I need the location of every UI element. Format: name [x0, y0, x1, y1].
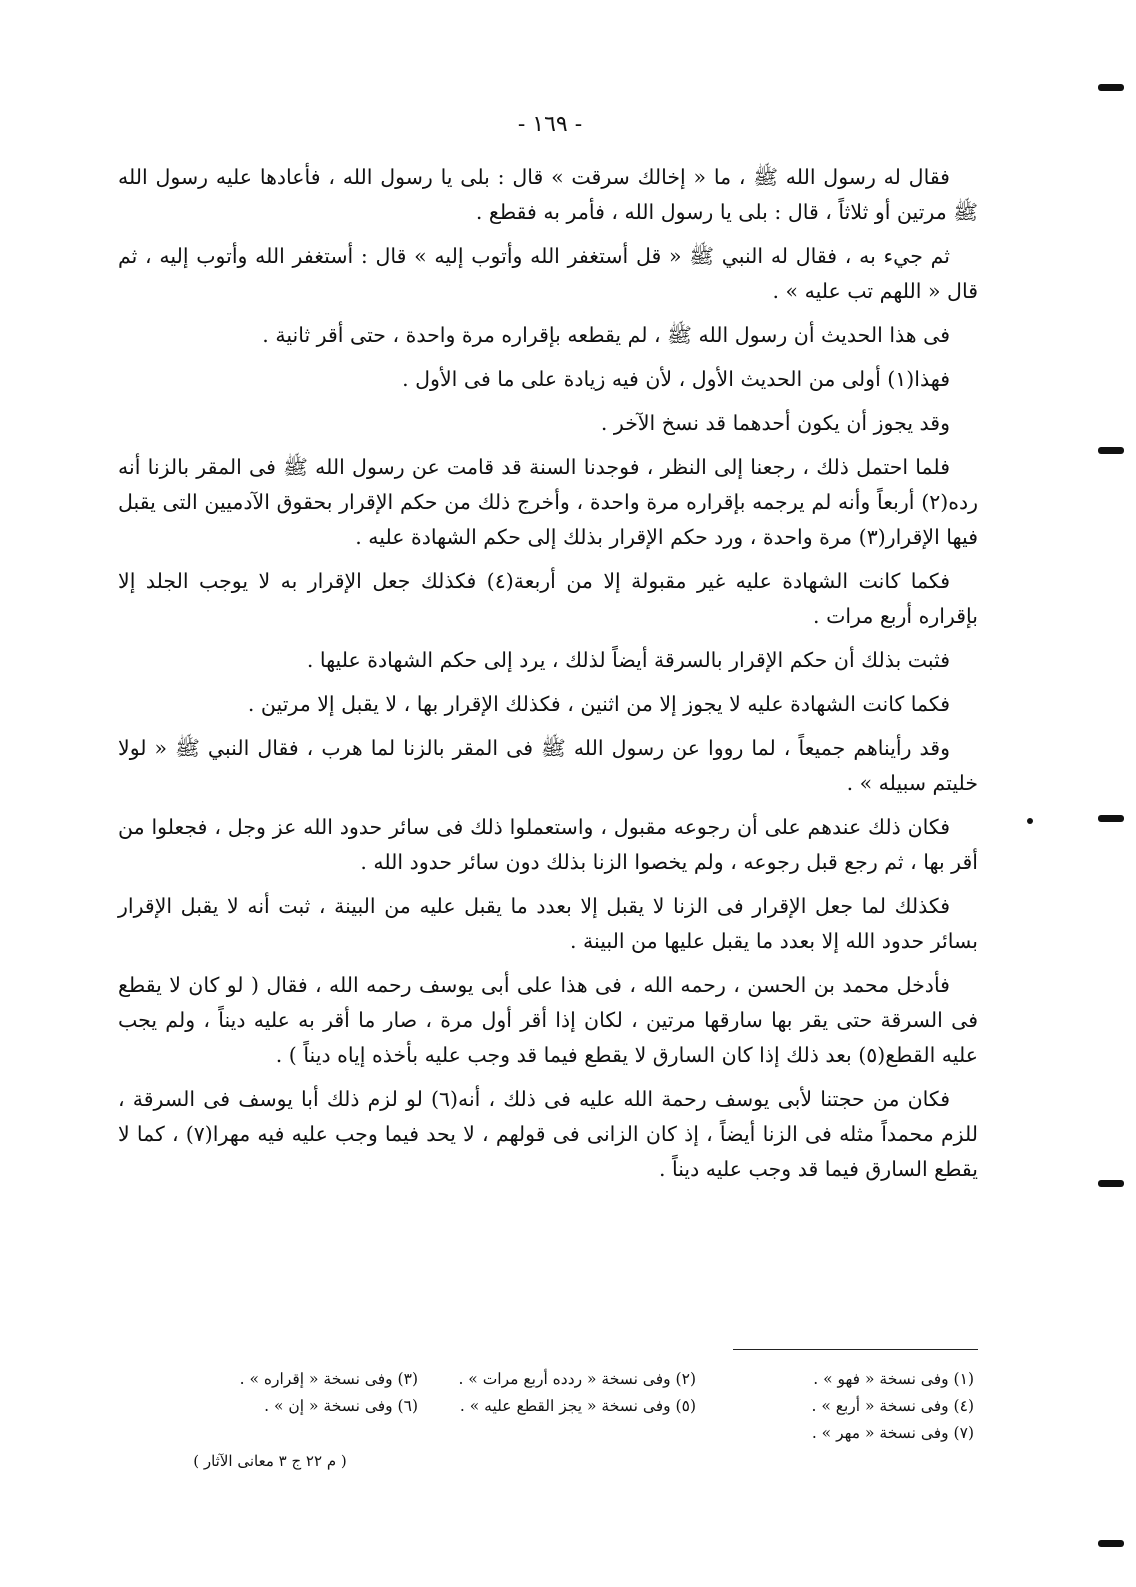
footnote-2: (٢) وفى نسخة « ردده أربع مرات » .	[458, 1370, 696, 1388]
footnote-row	[140, 1393, 974, 1420]
paragraph: فأدخل محمد بن الحسن ، رحمه الله ، فى هذا على أبى يوسف رحمه الله ، فقال ( لو كان لا يقطع فى السرقة حتى يقر بها سارقها مرتين ، لكان إذا أقر أول مرة ، صار ما أقر به عليه ديناً ، ولم يجب عليه القطع(٥) بعد ذلك إذا كان السارق لا يقطع فيما قد وجب عليه بأخذه إياه ديناً ) .	[118, 973, 978, 1067]
paragraph: فهذا(١) أولى من الحديث الأول ، لأن فيه زيادة على ما فى الأول .	[402, 367, 950, 391]
paragraph: فكما كانت الشهادة عليه لا يجوز إلا من اثنين ، فكذلك الإقرار بها ، لا يقبل إلا مرتين .	[247, 692, 950, 716]
footnote-row	[140, 1366, 974, 1393]
paragraph: فكان من حجتنا لأبى يوسف رحمة الله عليه فى ذلك ، أنه(٦) لو لزم ذلك أبا يوسف فى السرقة ، للزم محمداً مثله فى الزنا أيضاً ، إذ كان الزانى فى قولهم ، لا يحد فيما وجب عليه فيه مهرا(٧) ، كما لا يقطع السارق فيما قد وجب عليه ديناً .	[118, 1087, 978, 1181]
footnotes	[140, 1366, 974, 1447]
paragraph: فكذلك لما جعل الإقرار فى الزنا لا يقبل إلا بعدد ما يقبل عليه من البينة ، ثبت أنه لا يقبل الإقرار بسائر حدود الله إلا بعدد ما يقبل عليها من البينة .	[118, 894, 978, 953]
paragraph: فى هذا الحديث أن رسول الله ﷺ ، لم يقطعه بإقراره مرة واحدة ، حتى أقر ثانية .	[262, 323, 950, 347]
scan-margin-mark	[1098, 1540, 1124, 1547]
footnote-7: (٧) وفى نسخة « مهر » .	[811, 1424, 974, 1442]
scan-speck	[1027, 818, 1033, 824]
footnote-1: (١) وفى نسخة « فهو » .	[813, 1370, 974, 1388]
paragraph: فكما كانت الشهادة عليه غير مقبولة إلا من أربعة(٤) فكذلك جعل الإقرار به لا يوجب الجلد إلا بإقراره أربع مرات .	[118, 569, 978, 628]
paragraph: فكان ذلك عندهم على أن رجوعه مقبول ، واستعملوا ذلك فى سائر حدود الله عز وجل ، فجعلوا من أقر بها ، ثم رجع قبل رجوعه ، ولم يخصوا الزنا بذلك دون سائر حدود الله .	[118, 815, 978, 874]
footnote-5: (٥) وفى نسخة « يجز القطع عليه » .	[459, 1397, 696, 1415]
scan-margin-mark	[1098, 447, 1124, 454]
body-text	[118, 160, 978, 1196]
paragraph: فثبت بذلك أن حكم الإقرار بالسرقة أيضاً لذلك ، يرد إلى حكم الشهادة عليها .	[306, 648, 950, 672]
paragraph: فلما احتمل ذلك ، رجعنا إلى النظر ، فوجدنا السنة قد قامت عن رسول الله ﷺ فى المقر بالزنا أنه رده(٢) أربعاً وأنه لم يرجمه بإقراره مرة واحدة ، وأخرج ذلك من حكم الإقرار بحقوق الآدميين التى يقبل فيها الإقرار(٣) مرة واحدة ، ورد حكم الإقرار بذلك إلى حكم الشهادة عليه .	[118, 455, 978, 549]
paragraph: فقال له رسول الله ﷺ ، ما « إخالك سرقت » قال : بلى يا رسول الله ، فأعادها عليه رسول الله ﷺ مرتين أو ثلاثاً ، قال : بلى يا رسول الله ، فأمر به فقطع .	[118, 165, 978, 224]
scan-margin-mark	[1098, 815, 1124, 822]
footnote-3: (٣) وفى نسخة « إقراره » .	[239, 1370, 418, 1388]
footnote-row	[140, 1420, 974, 1447]
footnote-6: (٦) وفى نسخة « إن » .	[264, 1397, 418, 1415]
book-signature-mark: ( م ٢٢ ج ٣ معانى الآثار )	[193, 1452, 347, 1470]
paragraph: وقد يجوز أن يكون أحدهما قد نسخ الآخر .	[600, 411, 950, 435]
scan-margin-mark	[1098, 84, 1124, 91]
footnote-divider	[733, 1349, 978, 1350]
scan-margin-mark	[1098, 1180, 1124, 1187]
paragraph: ثم جيء به ، فقال له النبي ﷺ « قل أستغفر الله وأتوب إليه » قال : أستغفر الله وأتوب إليه ، ثم قال « اللهم تب عليه » .	[118, 244, 978, 303]
page-number: - ١٦٩ -	[517, 112, 583, 137]
footnote-4: (٤) وفى نسخة « أربع » .	[811, 1397, 974, 1415]
paragraph: وقد رأيناهم جميعاً ، لما رووا عن رسول الله ﷺ فى المقر بالزنا لما هرب ، فقال النبي ﷺ « لولا خليتم سبيله » .	[118, 736, 978, 795]
